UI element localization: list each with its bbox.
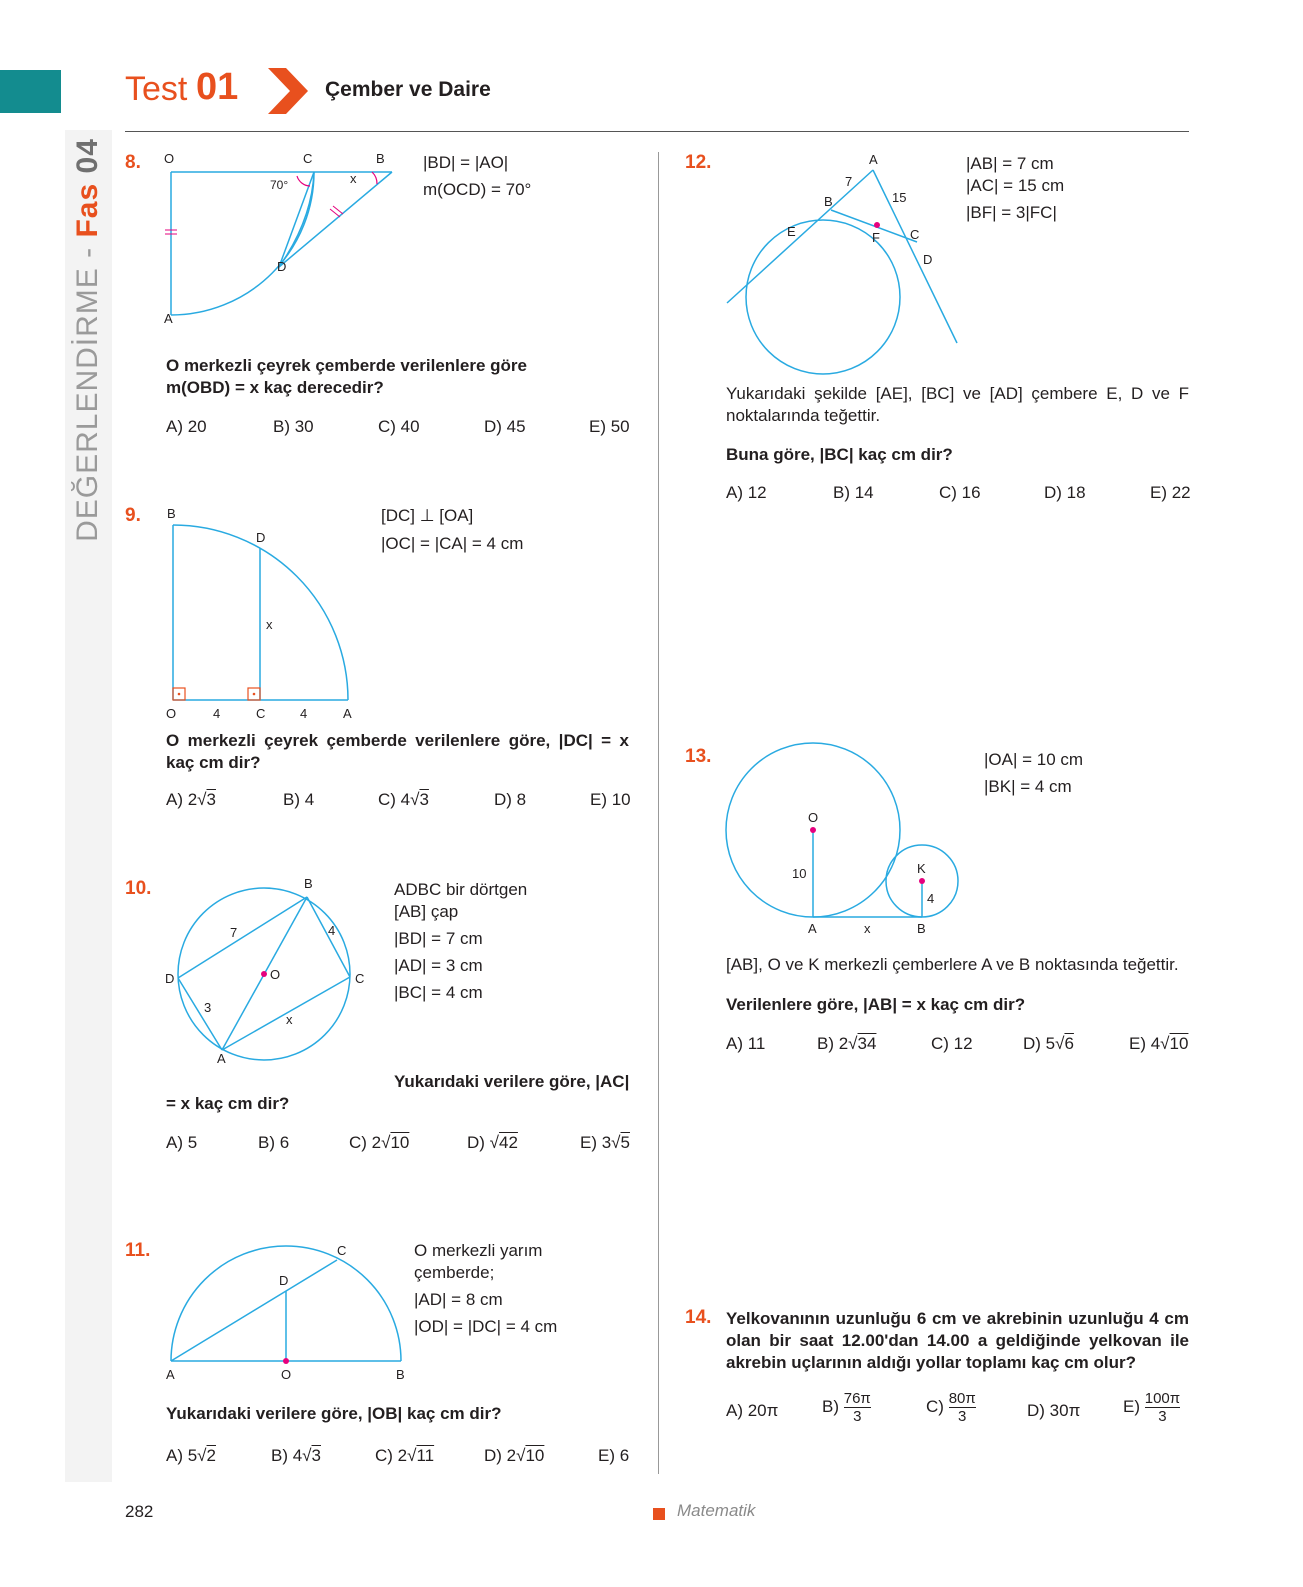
q11-label-c: C — [337, 1243, 347, 1258]
q8-label-a: A — [164, 311, 173, 326]
q13-label-x: x — [864, 921, 871, 935]
q10-given-5: |BC| = 4 cm — [394, 983, 483, 1002]
q10-label-o: O — [270, 967, 281, 982]
q13-label-a: A — [808, 921, 817, 935]
q8-number: 8. — [125, 152, 141, 173]
q14-option-c-den: 3 — [949, 1407, 976, 1425]
test-number: 01 — [196, 66, 239, 108]
q11-option-c[interactable]: C) 2√11 — [375, 1446, 435, 1465]
q8-given-2: m(OCD) = 70° — [423, 180, 532, 199]
q9-option-c[interactable]: C) 4√3 — [378, 790, 429, 809]
q9-option-a[interactable]: A) 2√3 — [166, 790, 216, 809]
q11-given-1: O merkezli yarım — [414, 1241, 543, 1260]
q10-figure — [160, 875, 375, 1065]
q8-label-o: O — [164, 151, 175, 166]
q9-label-d: D — [256, 530, 266, 545]
q8-option-a[interactable]: A) 20 — [166, 417, 207, 436]
q8-label-x: x — [350, 171, 357, 186]
q8-label-c: C — [303, 151, 313, 166]
q11-label-d: D — [279, 1273, 289, 1288]
q12-label-d: D — [923, 252, 933, 267]
side-prefix: DEĞERLENDİRME - — [71, 237, 104, 542]
q10-option-a[interactable]: A) 5 — [166, 1133, 198, 1152]
q10-text-2: = x kaç cm dir? — [166, 1094, 290, 1113]
test-word: Test — [125, 70, 188, 108]
q14-option-e-label: E) — [1123, 1396, 1140, 1416]
q14-option-c-label: C) — [926, 1396, 944, 1416]
q11-label-a: A — [166, 1367, 175, 1382]
side-number: 04 — [71, 138, 104, 174]
q10-label-c: C — [355, 971, 365, 986]
q12-option-a[interactable]: A) 12 — [726, 483, 767, 502]
q11-figure — [160, 1240, 410, 1385]
q12-given-1: |AB| = 7 cm — [966, 154, 1054, 173]
q14-option-c[interactable] — [926, 1390, 976, 1425]
q14-text: Yelkovanının uzunluğu 6 cm ve akrebinin uzunluğu 4 cm olan bir saat 12.00'dan 14.00 a geldiğinde yelkovan ile akrebin uçlarının aldığı yollar toplamı kaç cm olur? — [726, 1309, 1189, 1372]
q8-text-2: m(OBD) = x kaç derecedir? — [166, 378, 384, 397]
q10-label-b: B — [304, 876, 313, 891]
q13-text: [AB], O ve K merkezli çemberlere A ve B noktasında teğettir. — [726, 955, 1179, 974]
q10-option-d[interactable]: D) √42 — [467, 1133, 518, 1152]
q11-given-2: çemberde; — [414, 1263, 495, 1282]
q10-option-e[interactable]: E) 3√5 — [580, 1133, 630, 1152]
q13-figure — [720, 740, 970, 935]
q13-label-10: 10 — [792, 866, 807, 881]
q9-label-4b: 4 — [300, 706, 308, 720]
q11-option-e[interactable]: E) 6 — [598, 1446, 630, 1465]
side-label — [71, 138, 105, 542]
q9-label-b: B — [167, 506, 176, 521]
q13-label-o: O — [808, 810, 819, 825]
q11-label-b: B — [396, 1367, 405, 1382]
q10-label-a: A — [217, 1051, 226, 1065]
q8-given-1: |BD| = |AO| — [423, 153, 509, 172]
q9-label-x: x — [266, 617, 273, 632]
q10-option-b[interactable]: B) 6 — [258, 1133, 290, 1152]
q12-label-e: E — [787, 224, 796, 239]
q14-option-e[interactable] — [1123, 1390, 1180, 1425]
q11-given-4: |OD| = |DC| = 4 cm — [414, 1317, 558, 1336]
q10-label-4: 4 — [328, 923, 336, 938]
q14-option-c-fraction — [949, 1390, 976, 1425]
column-divider — [658, 152, 659, 1474]
q11-number: 11. — [125, 1240, 151, 1261]
q8-option-d[interactable]: D) 45 — [484, 417, 526, 436]
q13-option-a[interactable]: A) 11 — [726, 1034, 766, 1053]
q14-option-e-num: 100π — [1144, 1390, 1181, 1407]
q14-option-b-label: B) — [822, 1396, 839, 1416]
q8-label-b: B — [376, 151, 385, 166]
q14-option-b-den: 3 — [844, 1407, 871, 1425]
header-rule — [125, 131, 1189, 132]
q8-option-e[interactable]: E) 50 — [589, 417, 630, 436]
teal-tab — [0, 70, 61, 113]
q11-given-3: |AD| = 8 cm — [414, 1290, 503, 1309]
q14-option-a[interactable]: A) 20π — [726, 1401, 779, 1420]
q12-option-c[interactable]: C) 16 — [939, 483, 981, 502]
q8-option-b[interactable]: B) 30 — [273, 417, 314, 436]
q14-number: 14. — [685, 1307, 712, 1328]
q12-text: Yukarıdaki şekilde [AE], [BC] ve [AD] çembere E, D ve F noktalarında teğettir. — [726, 384, 1189, 425]
q13-option-b[interactable]: B) 2√34 — [817, 1034, 877, 1053]
q11-option-d[interactable]: D) 2√10 — [484, 1446, 545, 1465]
q14-option-b-num: 76π — [843, 1390, 871, 1407]
q10-text-1: Yukarıdaki verilere göre, |AC| — [394, 1072, 630, 1091]
q9-given-2: |OC| = |CA| = 4 cm — [381, 534, 524, 553]
q12-label-7: 7 — [845, 174, 853, 189]
q10-given-2: [AB] çap — [394, 902, 459, 921]
q12-label-f: F — [872, 230, 880, 245]
q13-number: 13. — [685, 746, 712, 767]
q12-option-b[interactable]: B) 14 — [833, 483, 874, 502]
q13-label-b: B — [917, 921, 926, 935]
q10-number: 10. — [125, 878, 152, 899]
q9-label-c: C — [256, 706, 266, 720]
q12-given-2: |AC| = 15 cm — [966, 176, 1065, 195]
q12-given-3: |BF| = 3|FC| — [966, 203, 1057, 222]
q10-given-1: ADBC bir dörtgen — [394, 880, 528, 899]
q8-option-c[interactable]: C) 40 — [378, 417, 420, 436]
q9-given-1: [DC] ⊥ [OA] — [381, 506, 474, 525]
q10-label-3: 3 — [204, 1000, 212, 1015]
q9-option-b[interactable]: B) 4 — [283, 790, 315, 809]
q12-option-d[interactable]: D) 18 — [1044, 483, 1086, 502]
q10-label-x: x — [286, 1012, 293, 1027]
q11-option-b[interactable]: B) 4√3 — [271, 1446, 321, 1465]
q9-option-e[interactable]: E) 10 — [590, 790, 631, 809]
q13-label-k: K — [917, 861, 926, 876]
q9-number: 9. — [125, 505, 141, 526]
q14-option-c-num: 80π — [948, 1390, 976, 1407]
chevron-icon — [268, 68, 312, 114]
q13-given-2: |BK| = 4 cm — [984, 777, 1072, 796]
q13-option-e[interactable]: E) 4√10 — [1129, 1034, 1189, 1053]
q12-label-15: 15 — [892, 190, 907, 205]
q9-label-4a: 4 — [213, 706, 221, 720]
q9-figure — [160, 505, 360, 720]
q12-number: 12. — [685, 152, 712, 173]
q14-option-b-fraction — [844, 1390, 871, 1425]
q9-text: O merkezli çeyrek çemberde verilenlere göre, |DC| = x kaç cm dir? — [166, 731, 629, 772]
side-fas: Fas — [71, 182, 104, 238]
page-number: 282 — [125, 1502, 154, 1521]
footer-square-icon — [653, 1508, 665, 1520]
q14-option-d[interactable]: D) 30π — [1027, 1401, 1081, 1420]
q13-question: Verilenlere göre, |AB| = x kaç cm dir? — [726, 995, 1026, 1014]
q11-text: Yukarıdaki verilere göre, |OB| kaç cm dir? — [166, 1404, 502, 1423]
q10-label-d: D — [165, 971, 175, 986]
q12-label-c: C — [910, 227, 920, 242]
q12-option-e[interactable]: E) 22 — [1150, 483, 1191, 502]
q13-label-4: 4 — [927, 891, 935, 906]
q8-angle-label: 70° — [270, 178, 289, 192]
q8-text-1: O merkezli çeyrek çemberde verilenlere göre — [166, 356, 527, 375]
q9-label-o: O — [166, 706, 177, 720]
q14-option-e-den: 3 — [1145, 1407, 1180, 1425]
q12-label-a: A — [869, 152, 878, 167]
q10-given-4: |AD| = 3 cm — [394, 956, 483, 975]
q14-option-b[interactable] — [822, 1390, 871, 1425]
q13-given-1: |OA| = 10 cm — [984, 750, 1084, 769]
q10-label-7: 7 — [230, 925, 238, 940]
q12-label-b: B — [824, 194, 833, 209]
q10-option-c[interactable]: C) 2√10 — [349, 1133, 410, 1152]
q14-option-e-fraction — [1145, 1390, 1180, 1425]
q12-question: Buna göre, |BC| kaç cm dir? — [726, 445, 953, 464]
q13-option-d[interactable]: D) 5√6 — [1023, 1034, 1074, 1053]
q8-figure — [160, 150, 400, 335]
q11-label-o: O — [281, 1367, 292, 1382]
page-title: Çember ve Daire — [325, 78, 491, 101]
q12-figure — [720, 150, 970, 382]
q11-option-a[interactable]: A) 5√2 — [166, 1446, 216, 1465]
q8-label-d: D — [277, 259, 287, 274]
q10-given-3: |BD| = 7 cm — [394, 929, 483, 948]
footer-subject: Matematik — [677, 1501, 756, 1520]
q13-option-c[interactable]: C) 12 — [931, 1034, 973, 1053]
q9-option-d[interactable]: D) 8 — [494, 790, 527, 809]
q9-label-a: A — [343, 706, 352, 720]
